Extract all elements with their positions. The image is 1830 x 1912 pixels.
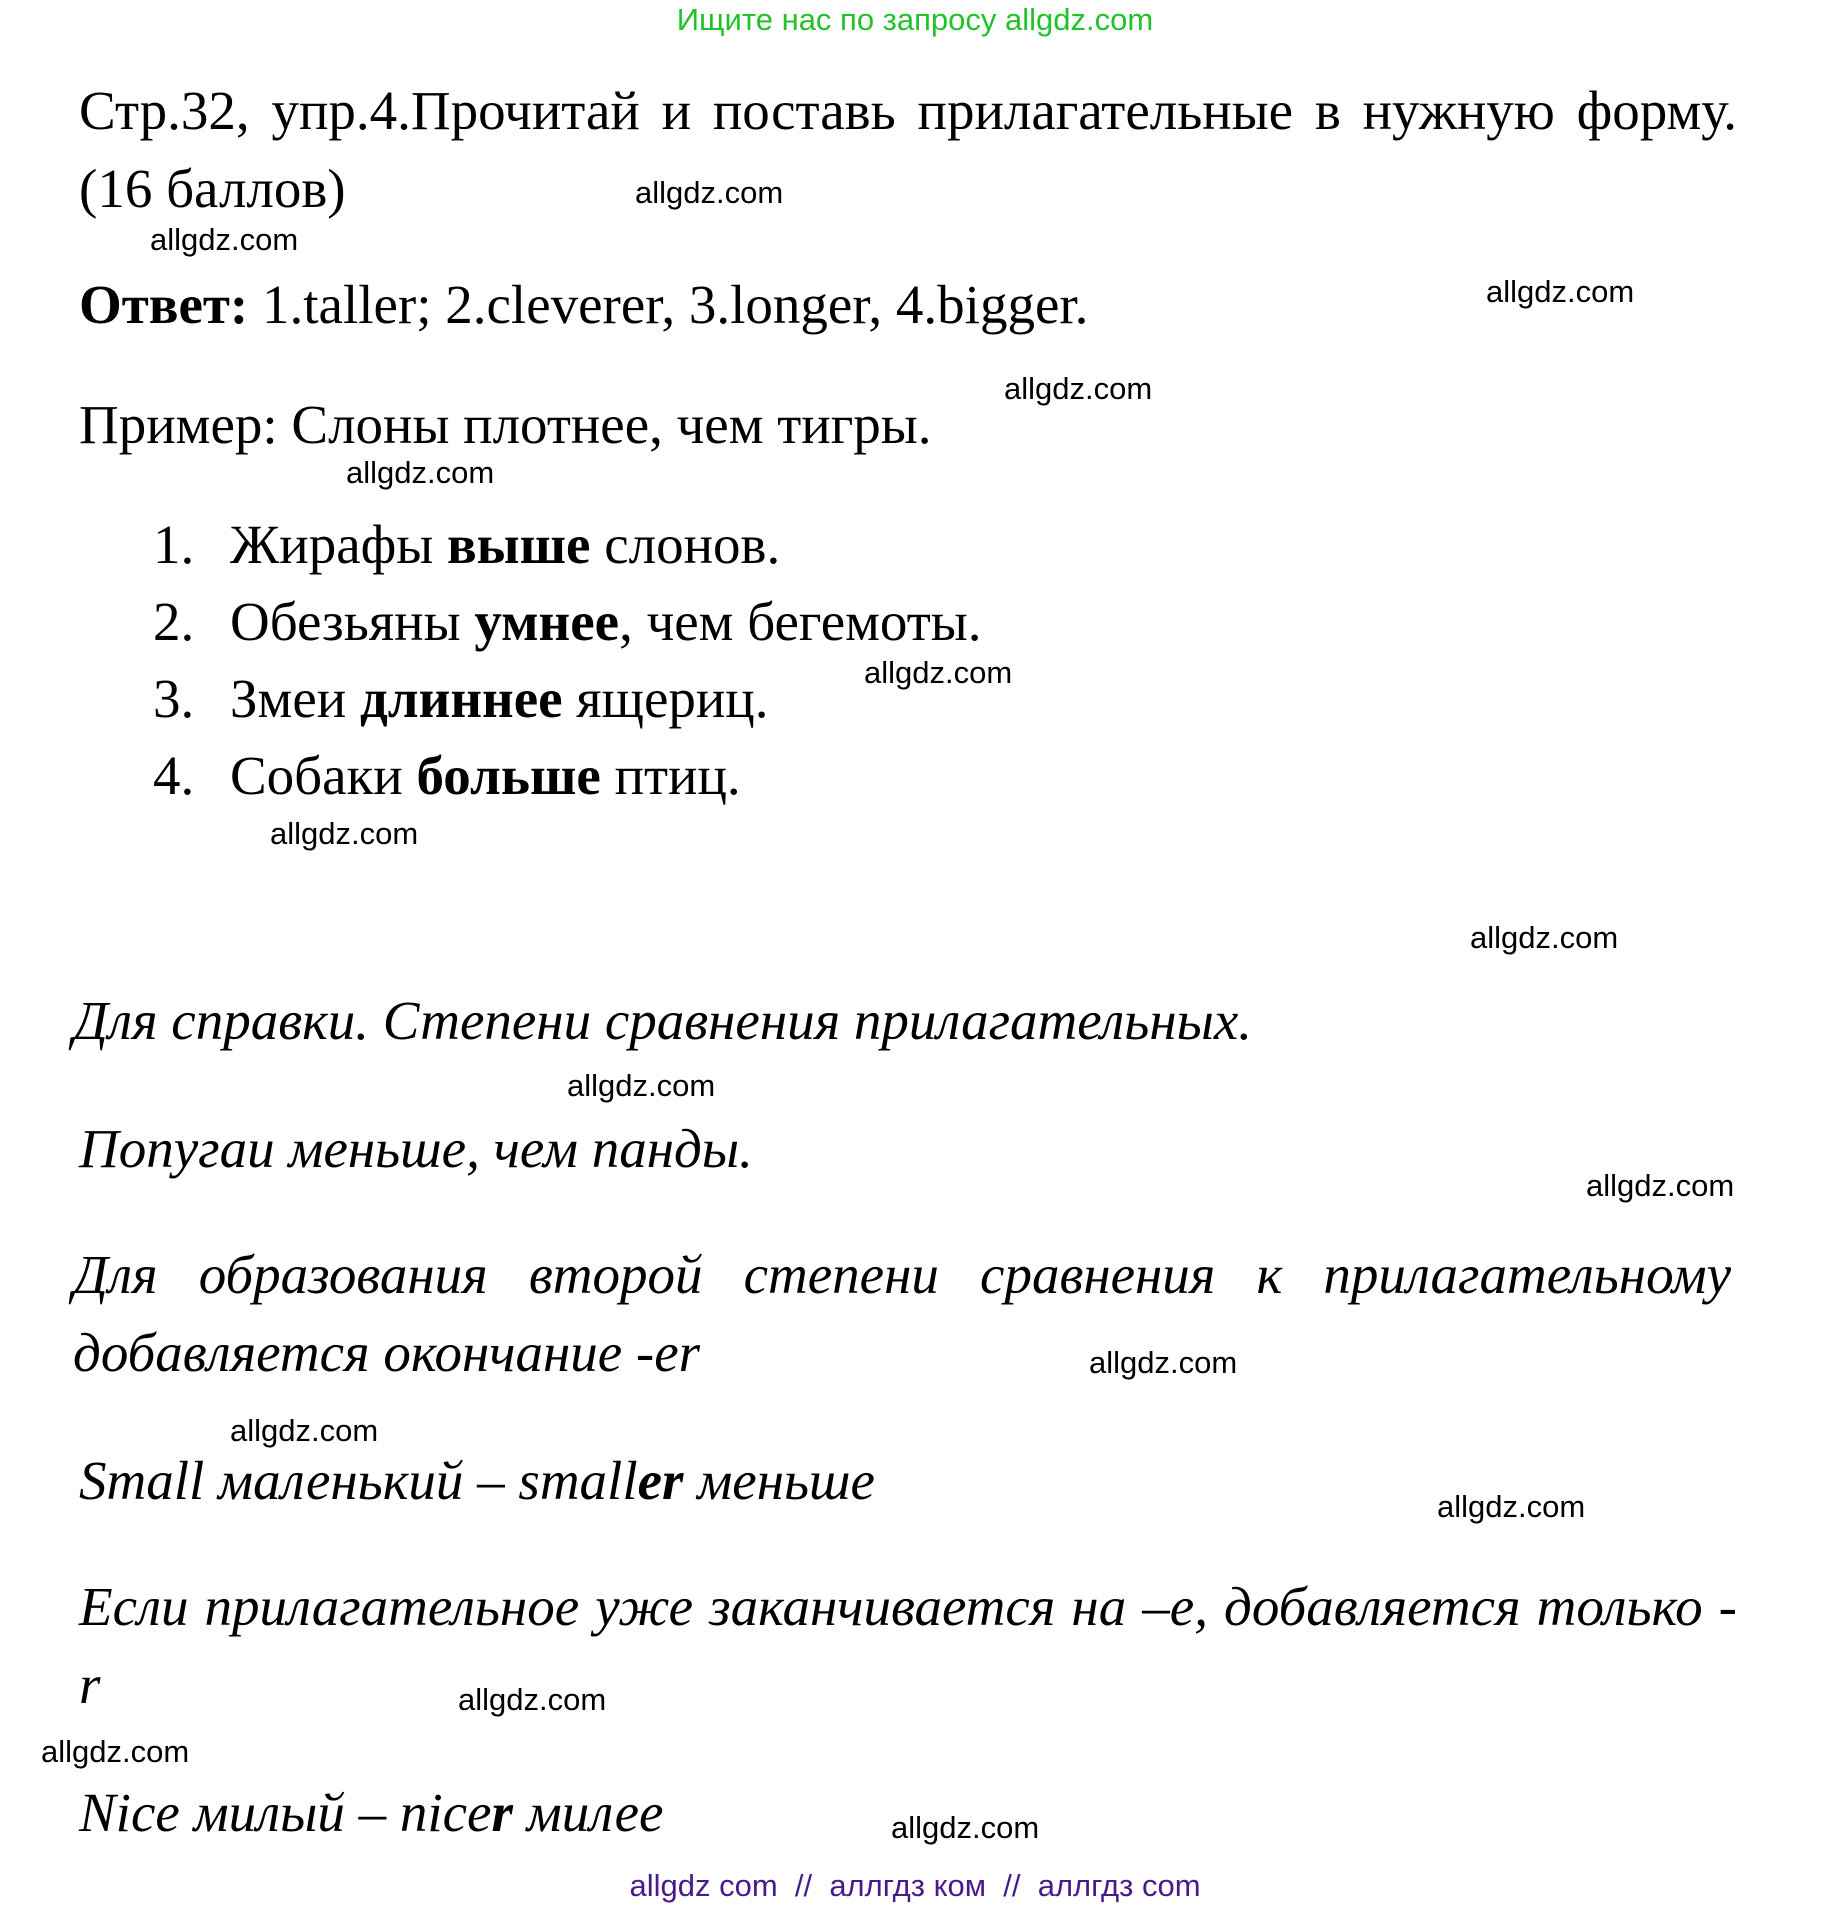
footer-banner[interactable]: allgdz com // аллгдз ком // аллгдз com [629,1868,1201,1903]
watermark: allgdz.com [230,1413,379,1448]
banner-prefix: Ищите нас по запросу [676,2,1006,37]
list-item [150,506,981,583]
rule-r: Если прилагательное уже заканчивается на –e, добавляется только -r [79,1576,1737,1715]
example-nice-translation: милее [512,1782,664,1843]
list-item [150,583,981,660]
watermark: allgdz.com [458,1682,607,1717]
watermark: allgdz.com [864,655,1013,690]
watermark: allgdz.com [1470,920,1619,955]
list-item [150,737,981,814]
watermark: allgdz.com [150,222,299,257]
item-answer: умнее [474,591,620,652]
list-item [150,660,981,737]
watermark: allgdz.com [1089,1345,1238,1380]
answer-list [150,506,981,814]
reference-title: Для справки. Степени сравнения прилагательных. [73,990,1253,1051]
watermark: allgdz.com [635,175,784,210]
item-text-before: Собаки [230,745,417,806]
item-text-after: слонов. [590,514,781,575]
answer-label: Ответ: [79,274,249,335]
item-number: 4. [153,745,195,806]
item-number: 3. [153,668,195,729]
top-banner [0,2,1830,38]
example-nice-base: Nice милый – nice [79,1782,492,1843]
example-small-base: Small маленький – small [79,1450,638,1511]
example-line: Пример: Слоны плотнее, чем тигры. [79,394,932,455]
watermark: allgdz.com [891,1810,1040,1845]
watermark: allgdz.com [567,1068,716,1103]
task-header: Стр.32, упр.4.Прочитай и поставь прилагательные в нужную форму. (16 баллов) [79,80,1737,219]
item-text-before: Змеи [230,668,360,729]
item-answer: выше [446,514,591,575]
example-nice-suffix: r [491,1782,513,1843]
reference-sample: Попугаи меньше, чем панды. [79,1118,753,1179]
example-small-translation: меньше [683,1450,875,1511]
item-text-before: Жирафы [230,514,447,575]
watermark: allgdz.com [1004,371,1153,406]
item-number: 2. [153,591,195,652]
item-text-after: ящериц. [562,668,769,729]
example-small-suffix: er [637,1450,684,1511]
item-text-after: птиц. [600,745,741,806]
watermark: allgdz.com [41,1734,190,1769]
item-text-before: Обезьяны [230,591,475,652]
watermark: allgdz.com [1437,1489,1586,1524]
item-text-after: , чем бегемоты. [619,591,982,652]
watermark: allgdz.com [346,455,495,490]
watermark: allgdz.com [1586,1168,1735,1203]
watermark: allgdz.com [270,816,419,851]
item-number: 1. [153,514,195,575]
answer-text: 1.taller; 2.cleverer, 3.longer, 4.bigger. [248,274,1089,335]
item-answer: больше [416,745,601,806]
item-answer: длиннее [359,668,563,729]
rule-er: Для образования второй степени сравнения к прилагательному добавляется окончание -er [73,1244,1731,1383]
banner-site-link[interactable]: allgdz.com [1005,2,1154,37]
watermark: allgdz.com [1486,274,1635,309]
